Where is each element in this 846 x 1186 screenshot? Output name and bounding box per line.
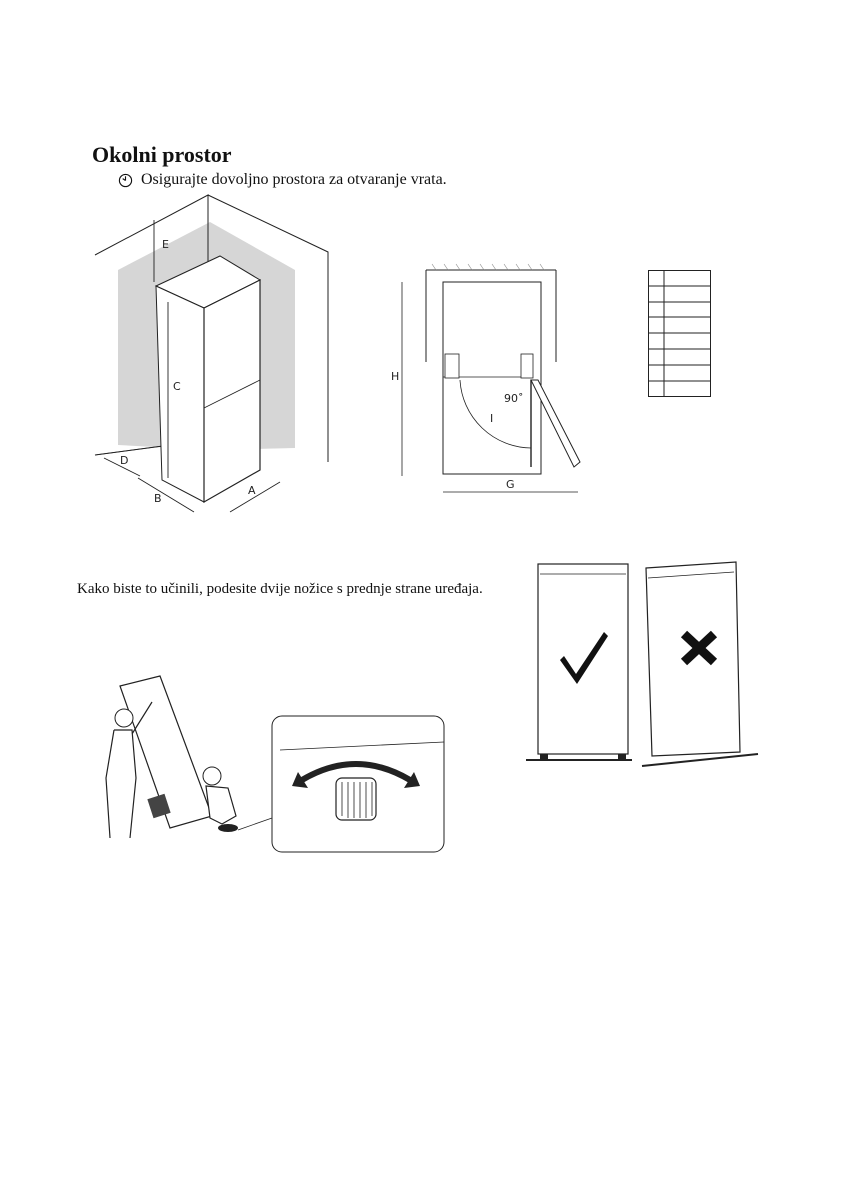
fridge-side bbox=[156, 286, 204, 502]
page-title: Okolni prostor bbox=[92, 142, 232, 167]
dim-label-e: E bbox=[162, 238, 169, 251]
angle-label: 90˚ bbox=[504, 392, 524, 405]
clock-icon bbox=[118, 173, 133, 188]
leveling-illustration bbox=[92, 668, 452, 858]
dimension-table bbox=[648, 270, 712, 398]
level-comparison bbox=[522, 556, 762, 768]
dim-label-g: G bbox=[506, 478, 515, 491]
leveling-instruction: Kako biste to učinili, podesite dvije nožice s prednje strane uređaja. bbox=[77, 581, 483, 597]
door-opening-top-diagram bbox=[388, 262, 588, 502]
dim-label-h: H bbox=[391, 370, 400, 383]
fridge-level-correct bbox=[538, 564, 628, 754]
dim-label-a: A bbox=[248, 484, 256, 497]
person-standing-head bbox=[115, 709, 133, 727]
fridge-clearance-iso-diagram bbox=[90, 190, 340, 520]
fridge-front bbox=[204, 280, 260, 502]
dim-label-i: I bbox=[490, 412, 494, 425]
instruction-text: Osigurajte dovoljno prostora za otvaranje vrata. bbox=[141, 171, 447, 188]
dim-label-d: D bbox=[120, 454, 129, 467]
dim-label-b: B bbox=[154, 492, 162, 505]
dim-label-c: C bbox=[173, 380, 181, 393]
person-crouching bbox=[206, 786, 236, 824]
instruction-line bbox=[118, 171, 447, 189]
person-crouching-head bbox=[203, 767, 221, 785]
